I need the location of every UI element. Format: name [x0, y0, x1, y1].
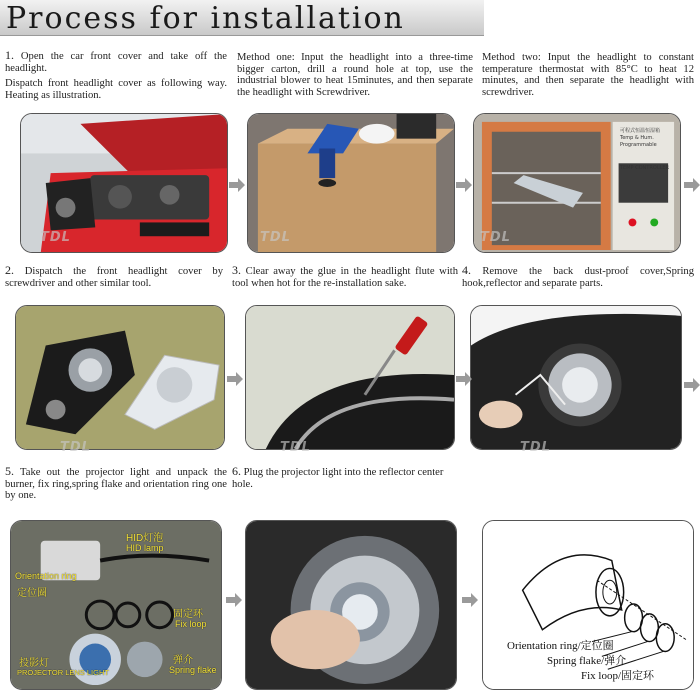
- watermark-text: TDL: [520, 440, 551, 454]
- step-3: [232, 265, 458, 289]
- watermark-row: [0, 230, 700, 244]
- photo-plug-projector: [245, 520, 457, 690]
- step-5-number: 5.: [5, 464, 14, 478]
- callout-projector-cn: 投影灯: [19, 658, 49, 669]
- arrow-right-icon: [684, 378, 700, 392]
- watermark-text: TDL: [40, 230, 71, 244]
- photo-projector-parts: [10, 520, 222, 690]
- watermark-row: [0, 440, 700, 454]
- callout-fix-en: Fix loop: [175, 619, 207, 629]
- arrow-right-icon: [229, 178, 245, 192]
- arrow-right-icon: [456, 372, 472, 386]
- watermark-text: TDL: [60, 440, 91, 454]
- step-5: [5, 466, 227, 502]
- watermark-text: TDL: [480, 230, 511, 244]
- photo-headlight-cover-removed: [15, 305, 225, 450]
- step-4: [462, 265, 694, 289]
- arrow-right-icon: [462, 593, 478, 607]
- photo-remove-dust-cover: [470, 305, 682, 450]
- step-1: [5, 50, 227, 104]
- arrow-right-icon: [226, 593, 242, 607]
- title-bar: [0, 0, 484, 36]
- callout-orientation-en: Orientation ring: [15, 571, 77, 581]
- callout-spring-cn: 弹介: [173, 655, 193, 666]
- callout-spring-en: Spring flake: [169, 665, 217, 675]
- step-1-number: 1.: [5, 48, 14, 62]
- step-6-number: 6.: [232, 464, 241, 478]
- step-1-text-2: Dispatch front headlight cover as following way. Heating as illustration.: [5, 78, 227, 101]
- step-3-number: 3.: [232, 263, 241, 277]
- callout-projector-en: PROJECTOR LENS LIGHT: [17, 668, 109, 677]
- arrow-right-icon: [456, 178, 472, 192]
- callout-hid-cn: HID灯泡: [126, 533, 164, 544]
- oven-panel-controller: TEMP CONTROLLER: [620, 165, 669, 171]
- step-4-text: Remove the back dust-proof cover,Spring hook,reflector and separate parts.: [462, 266, 694, 289]
- callout-hid-en: HID lamp: [126, 543, 164, 553]
- diagram-label-fix: Fix loop/固定环: [581, 670, 655, 682]
- step-6-text: Plug the projector light into the reflector center hole.: [232, 467, 444, 490]
- step-3-text: Clear away the glue in the headlight flute with tool when hot for the re-installation sake.: [232, 266, 458, 289]
- watermark-text: TDL: [260, 230, 291, 244]
- callout-fix-cn: 固定环: [173, 609, 203, 620]
- arrow-right-icon: [227, 372, 243, 386]
- watermark-text: TDL: [280, 440, 311, 454]
- step-5-text: Take out the projector light and unpack the burner, fix ring,spring flake and orientation ring one by one.: [5, 467, 227, 501]
- step-1-text: Open the car front cover and take off the headlight.: [5, 51, 227, 74]
- step-2: [5, 265, 223, 289]
- step-2-text: Dispatch the front headlight cover by screwdriver and other similar tool.: [5, 266, 223, 289]
- diagram-assembly: [482, 520, 694, 690]
- step-6: [232, 466, 454, 490]
- method-two-text: Method two: Input the headlight to constant temperature thermostat with 85°C to heat 12 minutes, and then separate the headlight with screwdriver.: [482, 52, 694, 98]
- diagram-label-spring: Spring flake/弹介: [547, 655, 627, 667]
- oven-panel-subtitle: Temp & Hum. Programmable: [620, 135, 657, 148]
- callout-orientation-cn: 定位圈: [17, 588, 47, 599]
- step-4-number: 4.: [462, 263, 471, 277]
- arrow-right-icon: [684, 178, 700, 192]
- oven-panel-title: 可程式恒温恒湿箱: [620, 128, 661, 134]
- method-one-text: Method one: Input the headlight into a three-time bigger carton, drill a round hole at top, use the industrial blower to heat 15minutes, and then separate the headlight with Screwdriver.: [237, 52, 473, 98]
- diagram-label-orientation: Orientation ring/定位圈: [507, 640, 614, 652]
- step-2-number: 2.: [5, 263, 14, 277]
- photo-clear-glue: [245, 305, 455, 450]
- page-title: Process for installation: [6, 1, 405, 36]
